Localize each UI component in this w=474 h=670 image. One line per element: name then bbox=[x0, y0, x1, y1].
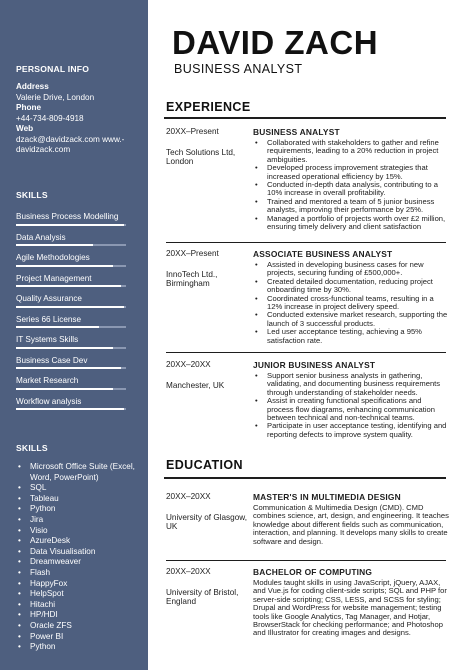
entry-divider bbox=[166, 352, 446, 353]
sidebar bbox=[0, 0, 148, 670]
address-value: Valerie Drive, London bbox=[16, 92, 95, 102]
list-item: • Participate in user acceptance testing, identifying and reporting defects to improve system quality. bbox=[253, 422, 449, 439]
skill-bar-item bbox=[16, 232, 140, 253]
entry-title: BACHELOR OF COMPUTING bbox=[253, 567, 373, 577]
list-item: • Developed process improvement strategies that increased operational efficiency by 15%. bbox=[253, 164, 449, 181]
skill-bar-label: Business Case Dev bbox=[16, 355, 88, 365]
experience-divider bbox=[164, 117, 446, 119]
entry-dates: 20XX–20XX bbox=[166, 360, 211, 369]
list-item: • Coordinated cross-functional teams, resulting in a 12% increase in project delivery speed. bbox=[253, 295, 449, 312]
entry-title: ASSOCIATE BUSINESS ANALYST bbox=[253, 249, 393, 259]
skill-bar-item bbox=[16, 396, 140, 417]
education-heading: EDUCATION bbox=[166, 458, 243, 472]
entry-company: Manchester, UK bbox=[166, 380, 225, 390]
list-item: • Created detailed documentation, reducing project onboarding time by 30%. bbox=[253, 278, 449, 295]
skill-bar-fill bbox=[16, 347, 113, 349]
skill-bar-track bbox=[16, 326, 126, 328]
skill-bar-track bbox=[16, 306, 126, 308]
entry-meta bbox=[166, 360, 250, 390]
list-item: • Python bbox=[16, 642, 142, 653]
skill-bar-item bbox=[16, 273, 140, 294]
skill-bar-label: Market Research bbox=[16, 376, 79, 385]
entry-bullets bbox=[253, 139, 449, 231]
entry-school: University of Glasgow, UK bbox=[166, 512, 247, 532]
entry-title: BUSINESS ANALYST bbox=[253, 127, 340, 137]
list-item: • Assist in creating functional specifications and process flow diagrams, enhancing communication between technical and non-technical teams. bbox=[253, 397, 449, 422]
skill-bar-fill bbox=[16, 408, 124, 410]
entry-divider bbox=[166, 560, 446, 561]
list-item: • HelpSpot bbox=[16, 589, 142, 600]
entry-dates: 20XX–Present bbox=[166, 127, 219, 136]
list-item: • Collaborated with stakeholders to gather and refine requirements, leading to a 20% reduction in project ambiguities. bbox=[253, 139, 449, 164]
web-value: dzack@davidzack.com www.-davidzack.com bbox=[16, 134, 125, 154]
entry-company: Tech Solutions Ltd, London bbox=[166, 147, 236, 167]
skill-bar-item bbox=[16, 314, 140, 335]
contact-info bbox=[16, 82, 140, 156]
entry-company: InnoTech Ltd., Birmingham bbox=[166, 269, 218, 289]
skill-bar-fill bbox=[16, 367, 121, 369]
experience-heading: EXPERIENCE bbox=[166, 100, 251, 114]
list-item: • Tableau bbox=[16, 494, 142, 505]
personal-info-heading: PERSONAL INFO bbox=[16, 64, 90, 74]
candidate-role: BUSINESS ANALYST bbox=[174, 62, 303, 76]
entry-dates: 20XX–20XX bbox=[166, 492, 211, 501]
entry-body bbox=[253, 127, 449, 231]
entry-description: Modules taught skills in using JavaScript, jQuery, AJAX, and Vue.js for coding client-side scripts; SQL and PHP for server-side scripting; CSS, LESS, and SCSS for styling; Drupal and WordPress for website management; testing tools like Google Analytics, Tag Manager, and Hotjar, BrowserStack for checking performance; and Photoshop and Illustrator for creating images and designs. bbox=[253, 578, 447, 638]
skill-bar-item bbox=[16, 334, 140, 355]
list-item: • Python bbox=[16, 504, 142, 515]
skill-bar-track bbox=[16, 224, 126, 226]
list-item: • Assisted in developing business cases for new projects, securing funding of £500,000+. bbox=[253, 261, 449, 278]
skill-bar-track bbox=[16, 347, 126, 349]
list-item: • Dreamweaver bbox=[16, 557, 142, 568]
entry-meta bbox=[166, 567, 250, 607]
skill-bar-fill bbox=[16, 306, 124, 308]
list-item: • Hitachi bbox=[16, 600, 142, 611]
skill-bar-label: Data Analysis bbox=[16, 232, 66, 242]
entry-bullets bbox=[253, 261, 449, 345]
skill-bar-label: Business Process Modelling bbox=[16, 212, 119, 221]
skill-bar-track bbox=[16, 244, 126, 246]
entry-bullets bbox=[253, 372, 449, 439]
skills-list-heading: SKILLS bbox=[16, 443, 48, 453]
entry-dates: 20XX–Present bbox=[166, 249, 219, 258]
skill-bar-item bbox=[16, 375, 140, 396]
skill-bar-label: IT Systems Skills bbox=[16, 335, 79, 344]
skill-bar-item bbox=[16, 355, 140, 376]
skill-bar-fill bbox=[16, 244, 93, 246]
address-label: Address bbox=[16, 82, 49, 91]
skill-bar-label: Agile Methodologies bbox=[16, 253, 90, 262]
entry-title: MASTER'S IN MULTIMEDIA DESIGN bbox=[253, 492, 401, 502]
entry-meta bbox=[166, 127, 250, 167]
skill-bars-list bbox=[16, 211, 140, 416]
skill-bar-item bbox=[16, 293, 140, 314]
skill-bar-track bbox=[16, 265, 126, 267]
skill-bar-label: Project Management bbox=[16, 273, 92, 283]
list-item: • HP/HDI bbox=[16, 610, 142, 621]
skill-bar-track bbox=[16, 367, 126, 369]
candidate-name: DAVID ZACH bbox=[172, 24, 379, 61]
list-item: • Conducted extensive market research, supporting the launch of 3 successful products. bbox=[253, 311, 449, 328]
skill-bar-label: Workflow analysis bbox=[16, 396, 82, 406]
skill-bar-track bbox=[16, 285, 126, 287]
phone-value: +44-734-809-4918 bbox=[16, 113, 84, 123]
entry-body bbox=[253, 249, 449, 345]
list-item: • Data Visualisation bbox=[16, 547, 142, 558]
skills-bullet-list bbox=[16, 462, 142, 653]
list-item: • Power BI bbox=[16, 632, 142, 643]
skill-bar-fill bbox=[16, 224, 124, 226]
list-item: • Oracle ZFS bbox=[16, 621, 142, 632]
list-item: • Flash bbox=[16, 568, 142, 579]
entry-divider bbox=[166, 242, 446, 243]
list-item: • Support senior business analysts in gathering, validating, and documenting business requirements through understanding of stakeholder needs. bbox=[253, 372, 449, 397]
entry-body bbox=[253, 492, 449, 546]
list-item: • Jira bbox=[16, 515, 142, 526]
phone-label: Phone bbox=[16, 103, 42, 112]
skill-bar-fill bbox=[16, 326, 99, 328]
entry-body bbox=[253, 360, 449, 439]
list-item: • Visio bbox=[16, 526, 142, 537]
entry-meta bbox=[166, 249, 250, 289]
list-item: • Led user acceptance testing, achieving a 95% satisfaction rate. bbox=[253, 328, 449, 345]
entry-meta bbox=[166, 492, 250, 532]
skill-bar-item bbox=[16, 252, 140, 273]
entry-school: University of Bristol, England bbox=[166, 587, 239, 607]
entry-title: JUNIOR BUSINESS ANALYST bbox=[253, 360, 376, 370]
skill-bar-track bbox=[16, 388, 126, 390]
education-divider bbox=[164, 477, 446, 479]
skill-bar-track bbox=[16, 408, 126, 410]
skills-heading: SKILLS bbox=[16, 190, 48, 200]
web-label: Web bbox=[16, 124, 34, 133]
skill-bar-label: Quality Assurance bbox=[16, 294, 82, 303]
list-item: • Trained and mentored a team of 5 junior business analysts, improving their performance by 25%. bbox=[253, 198, 449, 215]
entry-body bbox=[253, 567, 449, 638]
list-item: • Conducted in-depth data analysis, contributing to a 10% increase in overall profitability. bbox=[253, 181, 449, 198]
list-item: • SQL bbox=[16, 483, 142, 494]
skill-bar-fill bbox=[16, 285, 121, 287]
skill-bar-fill bbox=[16, 388, 113, 390]
list-item: • HappyFox bbox=[16, 579, 142, 590]
list-item: • Microsoft Office Suite (Excel, Word, PowerPoint) bbox=[16, 462, 142, 483]
entry-dates: 20XX–20XX bbox=[166, 567, 211, 576]
list-item: • AzureDesk bbox=[16, 536, 142, 547]
list-item: • Managed a portfolio of projects worth over £2 million, ensuring timely delivery and client satisfaction bbox=[253, 215, 449, 232]
skill-bar-label: Series 66 License bbox=[16, 314, 82, 324]
entry-description: Communication & Multimedia Design (CMD). CMD combines science, art, design, and engineering. It teaches knowledge about different fields such as communication, interaction, and planning. It develops many skills to create software and design. bbox=[253, 503, 449, 546]
skill-bar-fill bbox=[16, 265, 113, 267]
skill-bar-item bbox=[16, 211, 140, 232]
